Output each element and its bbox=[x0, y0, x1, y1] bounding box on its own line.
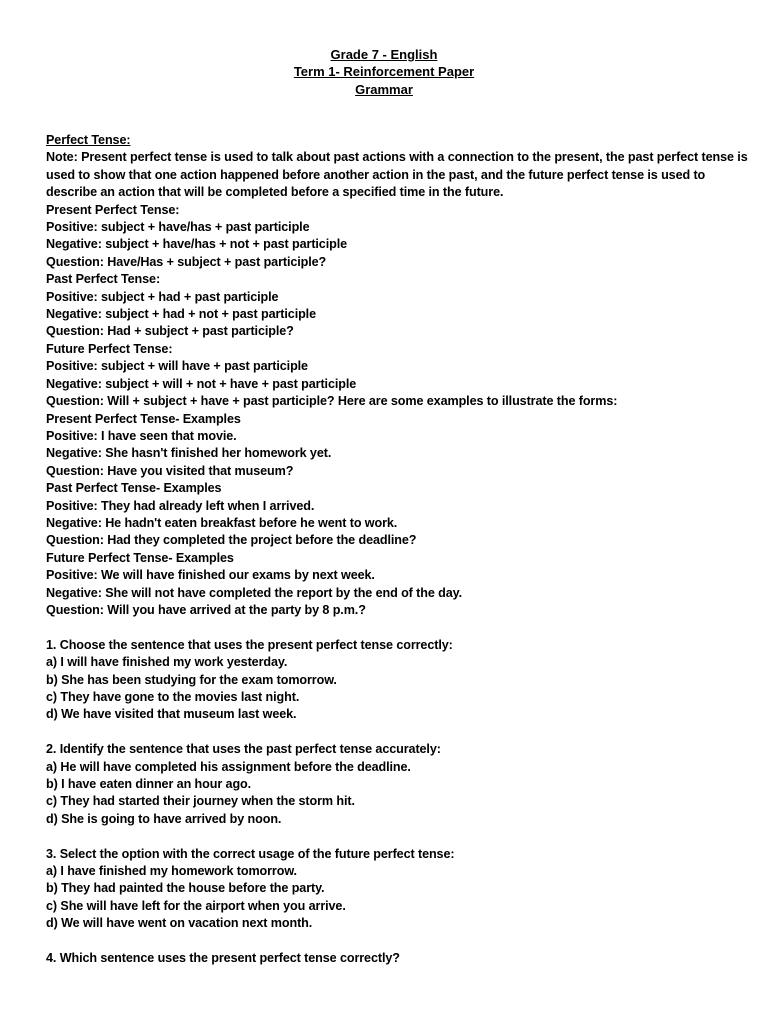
answer-option: c) They had started their journey when the storm hit. bbox=[46, 794, 355, 809]
answer-option: b) She has been studying for the exam tomorrow. bbox=[46, 672, 337, 687]
question-prompt: 3. Select the option with the correct usage of the future perfect tense: bbox=[46, 846, 455, 861]
question-prompt: 1. Choose the sentence that uses the present perfect tense correctly: bbox=[46, 637, 453, 652]
note-line: used to show that one action happened before another action in the past, and the future perfect tense is used to bbox=[46, 167, 706, 182]
answer-option: c) She will have left for the airport when you arrive. bbox=[46, 898, 346, 913]
answer-option: d) She is going to have arrived by noon. bbox=[46, 811, 282, 826]
past-perfect-positive: Positive: subject + had + past participle bbox=[46, 289, 279, 304]
present-perfect-title: Present Perfect Tense: bbox=[46, 202, 180, 217]
future-examples-title: Future Perfect Tense- Examples bbox=[46, 550, 234, 565]
present-perfect-question: Question: Have/Has + subject + past participle? bbox=[46, 254, 327, 269]
future-perfect-positive: Positive: subject + will have + past participle bbox=[46, 359, 308, 374]
document-body bbox=[46, 132, 748, 967]
answer-option: c) They have gone to the movies last night. bbox=[46, 689, 300, 704]
future-perfect-title: Future Perfect Tense: bbox=[46, 341, 173, 356]
past-perfect-question: Question: Had + subject + past participle? bbox=[46, 324, 294, 339]
future-example-positive: Positive: We will have finished our exams by next week. bbox=[46, 568, 375, 583]
answer-option: a) I will have finished my work yesterday. bbox=[46, 655, 288, 670]
note-line: describe an action that will be completed before a specified time in the future. bbox=[46, 185, 504, 200]
header-subject: Grammar bbox=[355, 81, 413, 97]
answer-option: d) We will have went on vacation next month. bbox=[46, 916, 313, 931]
present-example-negative: Negative: She hasn't finished her homework yet. bbox=[46, 446, 332, 461]
present-examples-title: Present Perfect Tense- Examples bbox=[46, 411, 241, 426]
spacer bbox=[46, 828, 726, 845]
spacer bbox=[46, 724, 726, 741]
future-example-question: Question: Will you have arrived at the party by 8 p.m.? bbox=[46, 602, 366, 617]
future-perfect-negative: Negative: subject + will + not + have + past participle bbox=[46, 376, 357, 391]
question-prompt: 4. Which sentence uses the present perfect tense correctly? bbox=[46, 951, 400, 966]
section-title: Perfect Tense: bbox=[46, 133, 131, 147]
future-perfect-question: Question: Will + subject + have + past participle? Here are some examples to illustrate the forms: bbox=[46, 394, 618, 409]
past-examples-title: Past Perfect Tense- Examples bbox=[46, 481, 222, 496]
question-prompt: 2. Identify the sentence that uses the past perfect tense accurately: bbox=[46, 742, 441, 757]
answer-option: b) I have eaten dinner an hour ago. bbox=[46, 777, 252, 791]
header-term: Term 1- Reinforcement Paper bbox=[293, 64, 475, 80]
answer-option: a) He will have completed his assignment before the deadline. bbox=[46, 759, 411, 774]
spacer bbox=[46, 933, 726, 950]
past-example-negative: Negative: He hadn't eaten breakfast before he went to work. bbox=[46, 515, 398, 530]
answer-option: d) We have visited that museum last week. bbox=[46, 707, 297, 722]
future-example-negative: Negative: She will not have completed the report by the end of the day. bbox=[46, 585, 463, 600]
present-perfect-negative: Negative: subject + have/has + not + past participle bbox=[46, 237, 348, 252]
present-example-positive: Positive: I have seen that movie. bbox=[46, 428, 237, 443]
present-example-question: Question: Have you visited that museum? bbox=[46, 463, 294, 478]
document-header bbox=[0, 46, 768, 98]
spacer bbox=[46, 619, 726, 636]
past-example-question: Question: Had they completed the project before the deadline? bbox=[46, 533, 417, 548]
past-perfect-title: Past Perfect Tense: bbox=[46, 272, 161, 287]
answer-option: a) I have finished my homework tomorrow. bbox=[46, 864, 297, 879]
past-example-positive: Positive: They had already left when I arrived. bbox=[46, 498, 315, 513]
note-line: Note: Present perfect tense is used to talk about past actions with a connection to the present, the past perfect tense is bbox=[46, 150, 748, 165]
answer-option: b) They had painted the house before the party. bbox=[46, 881, 325, 896]
header-grade: Grade 7 - English bbox=[330, 47, 438, 62]
present-perfect-positive: Positive: subject + have/has + past participle bbox=[46, 220, 310, 235]
past-perfect-negative: Negative: subject + had + not + past participle bbox=[46, 307, 316, 322]
